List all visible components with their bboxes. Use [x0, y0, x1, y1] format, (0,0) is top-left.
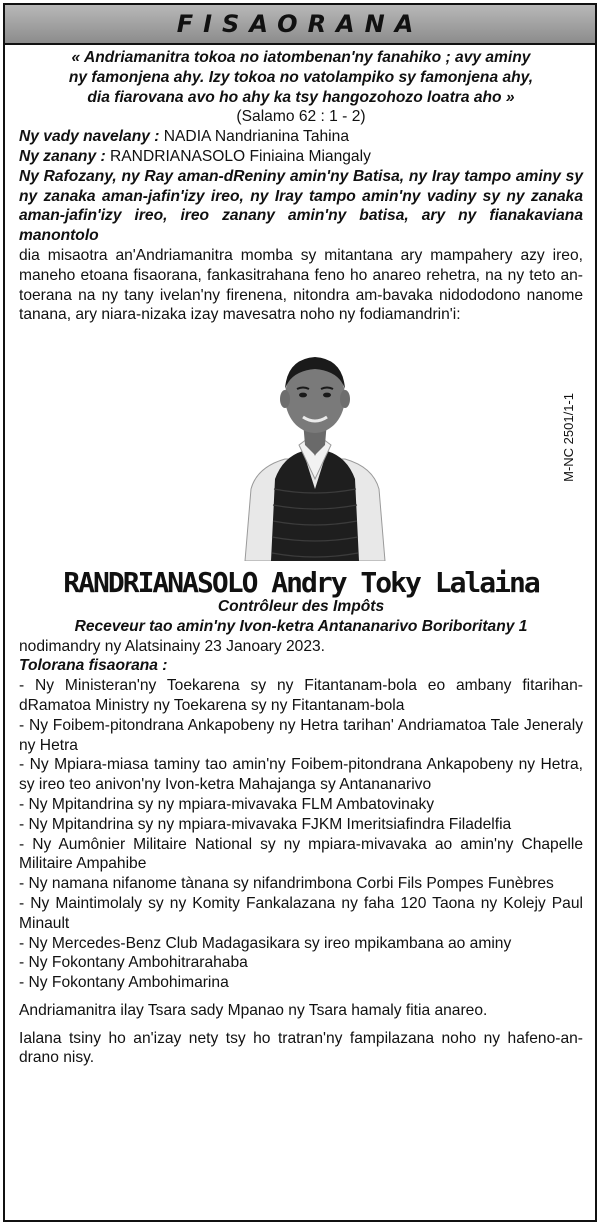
- thanks-heading: Tolorana fisaorana :: [19, 657, 168, 675]
- deceased-title: Contrôleur des Impôts: [217, 597, 385, 615]
- notice-body: [5, 45, 595, 1068]
- quote-reference: (Salamo 62 : 1 - 2): [236, 108, 366, 126]
- child-name: RANDRIANASOLO Finiaina Miangaly: [110, 147, 371, 165]
- header-banner: [5, 5, 595, 45]
- thanks-list: [19, 676, 583, 993]
- list-item: - Ny Aumônier Militaire National sy ny mpiara-mivavaka ao amin'ny Chapelle Militaire Ampahibe: [19, 835, 583, 873]
- list-item: - Ny Foibem-pitondrana Ankapobeny ny Hetra tarihan' Andriamatoa Tale Jeneraly ny Hetra: [19, 716, 583, 754]
- quote-line: ny famonjena ahy. Izy tokoa no vatolampiko sy famonjena ahy,: [68, 68, 534, 86]
- obituary-notice: [3, 3, 597, 1222]
- relatives-text: Ny Rafozany, ny Ray aman-dReniny amin'ny Batisa, ny Iray tampo aminy sy ny zanaka aman-jafin'izy ireo, ny Iray tampo amin'ny vadiny sy ny zanaka aman-jafin'izy ireo, ireo zanany amin'ny batisa, ary ny fianakaviana manontolo: [19, 167, 583, 245]
- list-item: - Ny Fokontany Ambohimarina: [19, 974, 229, 992]
- bible-quote: [19, 48, 583, 107]
- child-line: [19, 147, 583, 167]
- deceased-position: Receveur tao amin'ny Ivon-ketra Antananarivo Boriboritany 1: [74, 617, 528, 635]
- list-item: - Ny Fokontany Ambohitrarahaba: [19, 954, 248, 972]
- list-item: - Ny Mpitandrina sy ny mpiara-mivavaka FLM Ambatovinaky: [19, 795, 435, 813]
- page-title: FISAORANA: [176, 10, 424, 38]
- closing-apology: Ialana tsiny ho an'izay nety tsy ho tratran'ny fampilazana noho ny hafeno-an-drano nisy.: [19, 1029, 583, 1067]
- death-date-line: nodimandry ny Alatsinainy 23 Janoary 2023.: [19, 637, 326, 655]
- quote-line: dia fiarovana avo ho ahy ka tsy hangozohozo loatra aho »: [87, 88, 515, 106]
- portrait-photo: [227, 339, 403, 561]
- deceased-name: RANDRIANASOLO Andry Toky Lalaina: [63, 566, 539, 600]
- quote-line: « Andriamanitra tokoa no iatombenan'ny fanahiko ; avy aminy: [71, 49, 531, 66]
- photo-row: [19, 333, 583, 569]
- list-item: - Ny Mpiara-miasa taminy tao amin'ny Foibem-pitondrana Ankapobeny ny Hetra, sy ireo teo anivon'ny Ivon-ketra Mahajanga sy Antananarivo: [19, 756, 583, 794]
- child-label: Ny zanany :: [19, 147, 106, 165]
- list-item: - Ny namana nifanome tànana sy nifandrimbona Corbi Fils Pompes Funèbres: [19, 875, 554, 893]
- widow-name: NADIA Nandrianina Tahina: [163, 128, 349, 146]
- widow-label: Ny vady navelany :: [19, 128, 160, 146]
- thanks-message: dia misaotra an'Andriamanitra momba sy mitantana ary mampahery azy ireo, maneho etoana fisaorana, fankasitrahana feno ho anareo rehetra, na ny teto an-toerana na ny tany ivelan'ny firenena, nitondra am-bavaka nidododono nanome tanana, ary niara-nizaka izay mavesatra noho ny fodiamandrin'i:: [19, 246, 583, 324]
- closing-blessing: Andriamanitra ilay Tsara sady Mpanao ny Tsara hamaly fitia anareo.: [19, 1001, 488, 1019]
- list-item: - Ny Mercedes-Benz Club Madagasikara sy ireo mpikambana ao aminy: [19, 934, 512, 952]
- widow-line: [19, 127, 583, 147]
- list-item: - Ny Mpitandrina sy ny mpiara-mivavaka FJKM Imeritsiafindra Filadelfia: [19, 815, 512, 833]
- ad-reference-code: M-NC 2501/1-1: [561, 393, 577, 483]
- list-item: - Ny Maintimolaly sy ny Komity Fankalazana ny faha 120 Taona ny Kolejy Paul Minault: [19, 894, 583, 932]
- list-item: - Ny Ministeran'ny Toekarena sy ny Fitantanam-bola eo ambany fitarihan-dRamatoa Ministry ny Toekarena sy ny Fitantanam-bola: [19, 677, 583, 714]
